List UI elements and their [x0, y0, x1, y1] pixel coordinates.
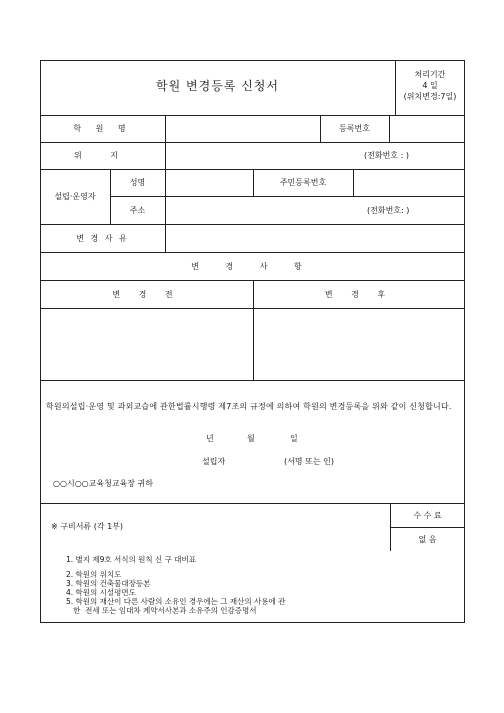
list-item: 2. 학원의 위치도: [66, 570, 122, 579]
list-item: 3. 학원의 건축물대장등본: [66, 579, 151, 588]
registration-no-field[interactable]: [390, 116, 464, 141]
change-reason-field[interactable]: [166, 225, 464, 251]
change-reason-label: 변 경 사 유: [76, 234, 129, 243]
date-day: 일: [290, 434, 298, 443]
required-documents-header: ※ 구비서류 (각 1부): [51, 522, 124, 531]
processing-period-days: 4 일: [422, 81, 438, 90]
founder-label: 설립·운영자: [54, 192, 96, 201]
application-statement: 학원의설립·운영 및 과외교습에 관한법률시행령 제7조의 규정에 의하여 학원의 변경등록을 위와 같이 신청합니다.: [46, 402, 452, 411]
academy-name-field[interactable]: [166, 116, 319, 141]
date-month: 월: [247, 434, 255, 443]
processing-period-label: 처리기간: [414, 70, 446, 79]
resident-no-label: 주민등록번호: [279, 178, 327, 187]
date-year: 년: [206, 434, 214, 443]
before-label: 변 경 전: [112, 290, 181, 299]
divider: [390, 527, 465, 528]
applicant-signature-field[interactable]: [230, 453, 280, 469]
location-phone: (전화번호 : ): [364, 151, 409, 160]
change-items-label: 변 경 사 항: [191, 262, 314, 271]
address-field[interactable]: [166, 197, 356, 223]
after-field[interactable]: [254, 309, 464, 379]
name-field[interactable]: [166, 170, 252, 195]
signature-note: (서명 또는 인): [284, 457, 334, 466]
fee-value: 없 음: [418, 535, 437, 544]
before-field[interactable]: [41, 309, 252, 379]
address-phone: (전화번호: ): [367, 206, 410, 215]
addressee: ○○시○○교육청교육장 귀하: [53, 479, 154, 488]
list-item: 5. 학원의 재산이 다른 사람의 소유인 경우에는 그 재산의 사용에 관: [66, 597, 286, 606]
name-label: 성명: [129, 178, 146, 187]
resident-no-field[interactable]: [354, 170, 464, 195]
divider: [40, 252, 465, 253]
location-label: 위 지: [74, 151, 131, 160]
applicant-label: 설립자: [202, 457, 226, 466]
address-label: 주소: [129, 206, 146, 215]
divider: [40, 380, 465, 381]
required-documents-list: [66, 555, 285, 615]
location-field[interactable]: [166, 143, 356, 168]
list-item: 1. 별지 제9호 서식의 원칙 신 구 대비표: [66, 555, 197, 564]
after-label: 변 경 후: [324, 290, 394, 299]
list-item: 한 전세 또는 임대차 계약서사본과 소유주의 인감증명서: [66, 606, 257, 615]
processing-period-note: (위치변경:7일): [403, 92, 457, 101]
academy-name-label: 학 원 명: [73, 124, 132, 133]
registration-no-label: 등록번호: [339, 124, 370, 133]
form-title: 학원 변경등록 신청서: [156, 79, 279, 93]
divider: [40, 503, 465, 504]
list-item: 4. 학원의 시설평면도: [66, 588, 136, 597]
fee-label: 수 수 료: [413, 511, 442, 520]
